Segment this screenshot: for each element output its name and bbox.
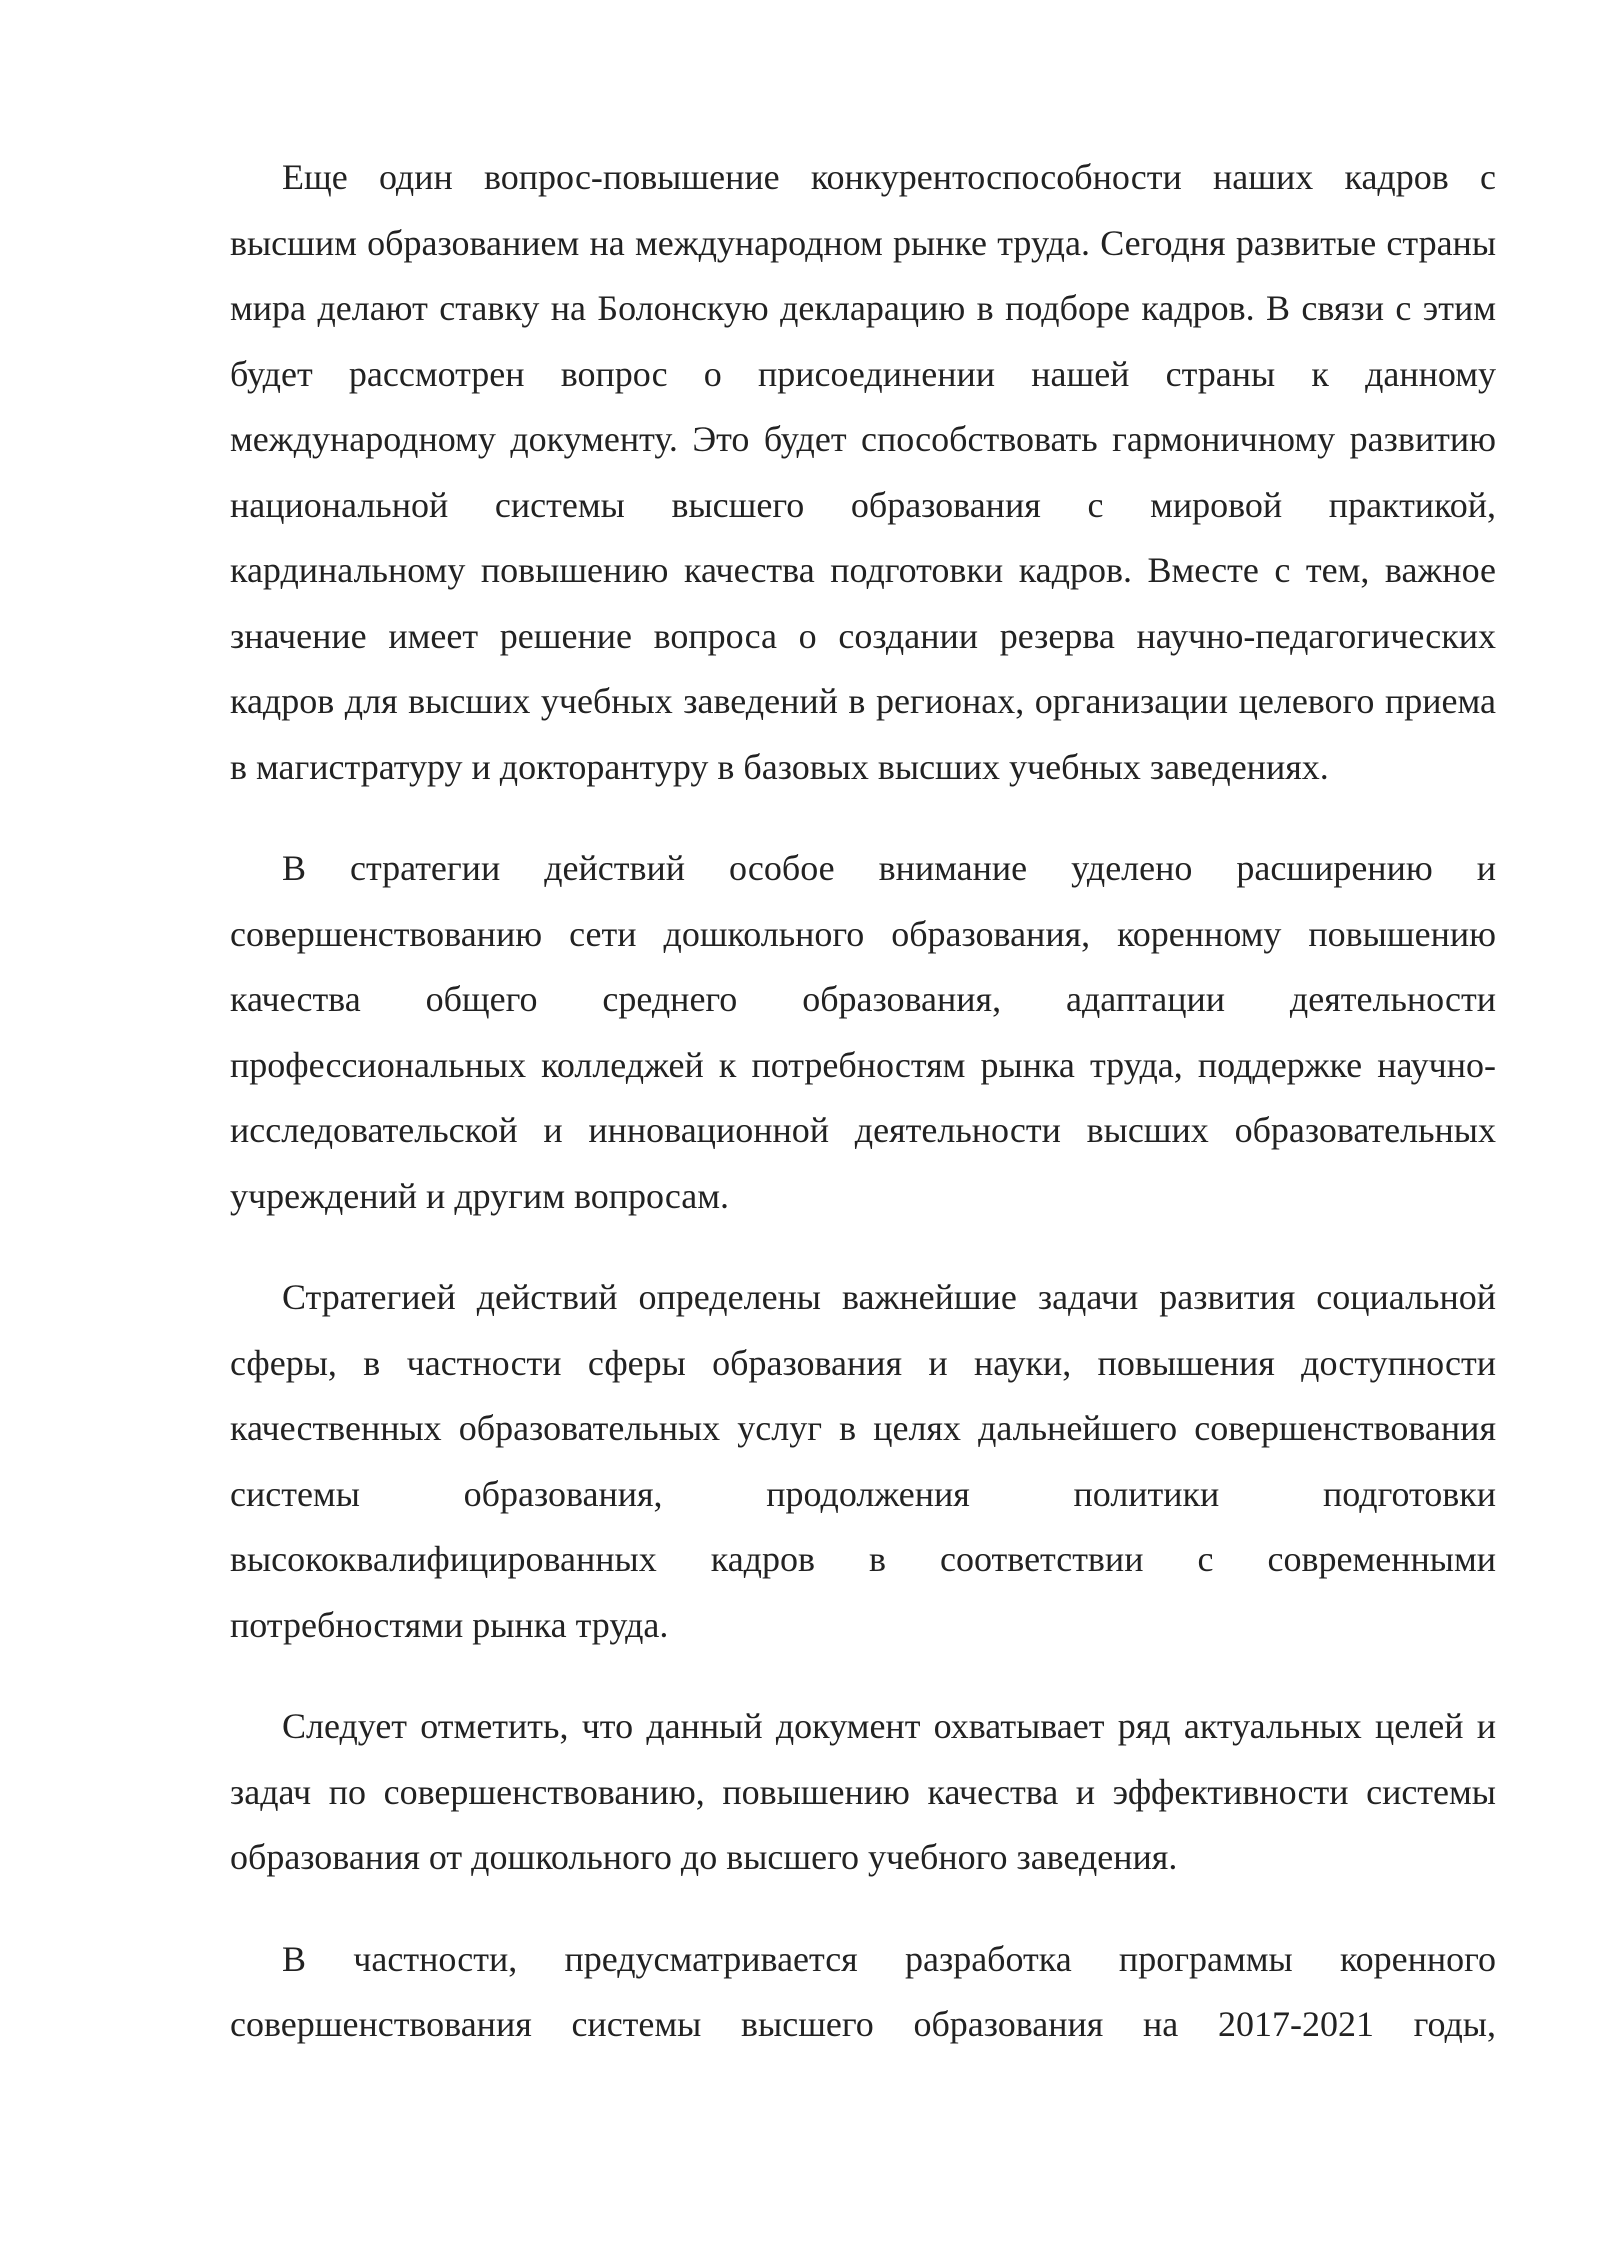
paragraph-2: В стратегии действий особое внимание уделено расширению и совершенствованию сети дошкольного образования, коренному повышению качества общего среднего образования, адаптации деятельности профессиональных колледжей к потребностям рынка труда, поддержке научно-исследовательской и инновационной деятельности высших образовательных учреждений и другим вопросам.	[230, 848, 1496, 1216]
document-body	[230, 145, 1496, 2058]
paragraph-3: Стратегией действий определены важнейшие задачи развития социальной сферы, в частности сферы образования и науки, повышения доступности качественных образовательных услуг в целях дальнейшего совершенствования системы образования, продолжения политики подготовки высококвалифицированных кадров в соответствии с современными потребностями рынка труда.	[230, 1277, 1496, 1645]
paragraph-4: Следует отметить, что данный документ охватывает ряд актуальных целей и задач по совершенствованию, повышению качества и эффективности системы образования от дошкольного до высшего учебного заведения.	[230, 1706, 1496, 1877]
paragraph-5: В частности, предусматривается разработка программы коренного совершенствования системы высшего образования на 2017-2021 годы,	[230, 1938, 1496, 2044]
paragraph-1: Еще один вопрос-повышение конкурентоспособности наших кадров с высшим образованием на международном рынке труда. Сегодня развитые страны мира делают ставку на Болонскую декларацию в подборе кадров. В связи с этим будет рассмотрен вопрос о присоединении нашей страны к данному международному документу. Это будет способствовать гармоничному развитию национальной системы высшего образования с мировой практикой, кардинальному повышению качества подготовки кадров. Вместе с тем, важное значение имеет решение вопроса о создании резерва научно-педагогических кадров для высших учебных заведений в регионах, организации целевого приема в магистратуру и докторантуру в базовых высших учебных заведениях.	[230, 157, 1496, 787]
